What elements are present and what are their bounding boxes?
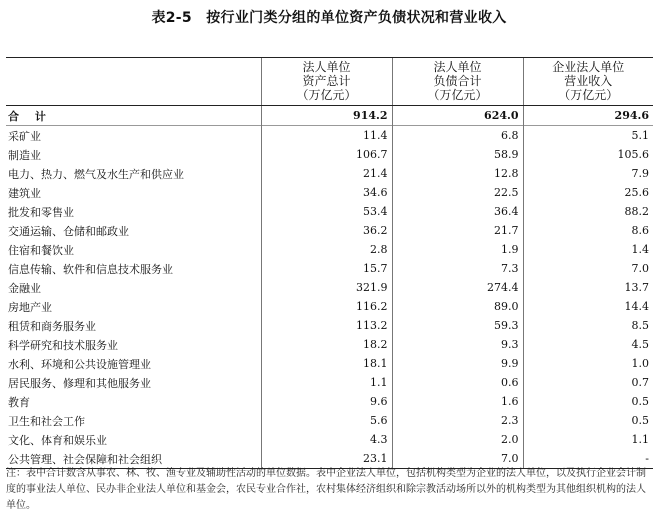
table-row [6,240,653,259]
cell-liabilities: 22.5 [392,183,523,202]
table-row [6,278,653,297]
cell-assets: 1.1 [261,373,392,392]
cell-assets: 34.6 [261,183,392,202]
cell-revenue: 4.5 [523,335,653,354]
cell-assets: 18.1 [261,354,392,373]
cell-revenue: 25.6 [523,183,653,202]
header-line: 资产总计 [302,74,351,88]
table-row [6,335,653,354]
cell-assets: 18.2 [261,335,392,354]
cell-assets: 21.4 [261,164,392,183]
cell-revenue: 7.9 [523,164,653,183]
row-label: 制造业 [8,148,41,162]
cell-assets: 113.2 [261,316,392,335]
cell-liabilities: 624.0 [392,106,523,126]
table-row [6,316,653,335]
row-label: 信息传输、软件和信息技术服务业 [8,262,173,276]
page-title: 表2-5 按行业门类分组的单位资产负债状况和营业收入 [151,10,507,26]
cell-assets: 2.8 [261,240,392,259]
table-row [6,164,653,183]
row-label: 卫生和社会工作 [8,414,85,428]
cell-revenue: 8.5 [523,316,653,335]
cell-liabilities: 59.3 [392,316,523,335]
cell-revenue: 14.4 [523,297,653,316]
row-label: 居民服务、修理和其他服务业 [8,376,151,390]
header-line: 负债合计 [433,74,482,88]
cell-assets: 116.2 [261,297,392,316]
row-label: 交通运输、仓储和邮政业 [8,224,129,238]
cell-assets: 53.4 [261,202,392,221]
table-row [6,430,653,449]
header-total-assets [261,58,392,106]
header-row [6,58,653,106]
cell-revenue: - [523,449,653,469]
cell-liabilities: 58.9 [392,145,523,164]
header-line: 营业收入 [564,74,613,88]
table-row [6,392,653,411]
table-row [6,183,653,202]
cell-liabilities: 9.3 [392,335,523,354]
cell-revenue: 105.6 [523,145,653,164]
cell-revenue: 1.0 [523,354,653,373]
row-label: 水利、环境和公共设施管理业 [8,357,151,371]
cell-assets: 11.4 [261,126,392,146]
cell-revenue: 88.2 [523,202,653,221]
cell-assets: 321.9 [261,278,392,297]
table-row [6,297,653,316]
cell-liabilities: 12.8 [392,164,523,183]
row-label: 文化、体育和娱乐业 [8,433,107,447]
table-row [6,126,653,146]
cell-revenue: 13.7 [523,278,653,297]
row-label: 公共管理、社会保障和社会组织 [6,449,261,469]
cell-assets: 5.6 [261,411,392,430]
table-body [6,106,653,469]
cell-liabilities: 2.3 [392,411,523,430]
cell-revenue: 0.7 [523,373,653,392]
header-line: 法人单位 [433,60,482,74]
table-row [6,373,653,392]
data-table [6,58,653,469]
row-label: 批发和零售业 [8,205,74,219]
cell-assets: 23.1 [261,449,392,469]
header-line: 企业法人单位 [552,60,625,74]
table-header [6,58,653,106]
row-label: 房地产业 [8,300,52,314]
cell-revenue: 8.6 [523,221,653,240]
table-row [6,259,653,278]
cell-liabilities: 6.8 [392,126,523,146]
cell-liabilities: 2.0 [392,430,523,449]
table-footnote: 注：表中合计数含从事农、林、牧、渔专业及辅助性活动的单位数据。表中企业法人单位，包括机构类型为企业的法人单位，以及执行企业会计制度的事业法人单位、民办非企业法人单位和基金会，农民专业合作社，农村集体经济组织和除宗教活动场所以外的机构类型为其他组织机构的法人单位。 [6,468,646,511]
cell-liabilities: 21.7 [392,221,523,240]
row-label: 采矿业 [8,129,41,143]
header-line: 法人单位 [302,60,351,74]
cell-assets: 36.2 [261,221,392,240]
cell-assets: 15.7 [261,259,392,278]
header-operating-revenue [523,58,653,106]
row-label: 建筑业 [8,186,41,200]
row-label: 科学研究和技术服务业 [8,338,118,352]
cell-liabilities: 274.4 [392,278,523,297]
row-label: 电力、热力、燃气及水生产和供应业 [8,167,184,181]
table-row [6,202,653,221]
header-industry [6,58,261,106]
header-line: （万亿元） [296,88,357,102]
header-line: （万亿元） [558,88,619,102]
cell-liabilities: 1.9 [392,240,523,259]
row-label: 住宿和餐饮业 [8,243,74,257]
cell-liabilities: 36.4 [392,202,523,221]
cell-assets: 4.3 [261,430,392,449]
cell-revenue: 0.5 [523,411,653,430]
cell-revenue: 5.1 [523,126,653,146]
table-row [6,221,653,240]
row-label: 租赁和商务服务业 [8,319,96,333]
cell-liabilities: 9.9 [392,354,523,373]
header-total-liabilities [392,58,523,106]
data-table-container [6,57,653,469]
cell-assets: 9.6 [261,392,392,411]
table-row-total [6,106,653,126]
table-row [6,411,653,430]
cell-revenue: 1.1 [523,430,653,449]
row-label: 金融业 [8,281,41,295]
cell-liabilities: 89.0 [392,297,523,316]
cell-revenue: 7.0 [523,259,653,278]
row-label: 教育 [8,395,30,409]
cell-liabilities: 1.6 [392,392,523,411]
cell-assets: 914.2 [261,106,392,126]
row-label: 合 计 [8,109,52,123]
cell-revenue: 294.6 [523,106,653,126]
header-line: （万亿元） [427,88,488,102]
cell-revenue: 1.4 [523,240,653,259]
cell-liabilities: 7.0 [392,449,523,469]
table-row [6,354,653,373]
cell-revenue: 0.5 [523,392,653,411]
cell-assets: 106.7 [261,145,392,164]
cell-liabilities: 7.3 [392,259,523,278]
cell-liabilities: 0.6 [392,373,523,392]
table-row [6,145,653,164]
